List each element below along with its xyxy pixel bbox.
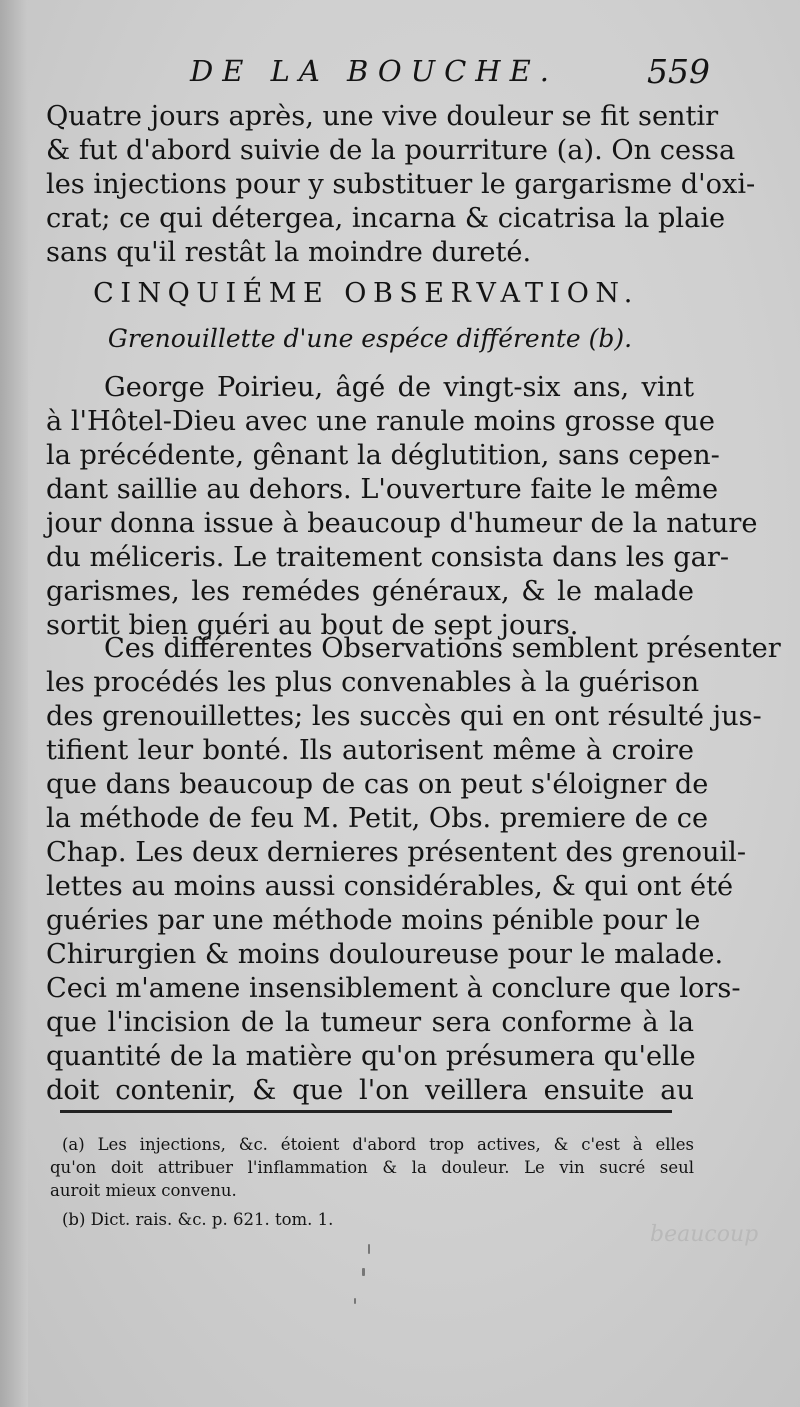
text-line: sortit bien guéri au bout de sept jours.	[46, 610, 579, 641]
text-line: la précédente, gênant la déglutition, sans cepen-	[46, 440, 720, 471]
text-line: les procédés les plus convenables à la guérison	[46, 667, 700, 698]
section-heading: CINQUIÉME OBSERVATION.	[93, 278, 639, 309]
text-line: des grenouillettes; les succès qui en ont résulté jus-	[46, 701, 762, 732]
text-line: dant saillie au dehors. L'ouverture faite le même	[46, 474, 719, 505]
text-line: sans qu'il restât la moindre dureté.	[46, 237, 532, 268]
text-line: les injections pour y substituer le gargarisme d'oxi-	[46, 169, 756, 200]
footnote-b: (b) Dict. rais. &c. p. 621. tom. 1.	[62, 1210, 334, 1229]
text-line: que l'incision de la tumeur sera conforme à la	[46, 1007, 694, 1038]
paragraph-conclusion	[46, 632, 781, 1108]
text-line: Chap. Les deux dernieres présentent des grenouil-	[46, 837, 747, 868]
text-line: que dans beaucoup de cas on peut s'éloigner de	[46, 769, 709, 800]
text-line: Chirurgien & moins douloureuse pour le malade.	[46, 939, 724, 970]
paragraph-observation	[46, 371, 758, 643]
ink-speck	[368, 1244, 370, 1254]
text-line: doit contenir, & que l'on veillera ensuite au	[46, 1075, 694, 1106]
text-line: tifient leur bonté. Ils autorisent même à croire	[46, 735, 694, 766]
text-line: jour donna issue à beaucoup d'humeur de la nature	[46, 508, 758, 539]
text-line: Ces différentes Observations semblent présenter	[104, 633, 781, 664]
footnote-a-line: (a) Les injections, &c. étoient d'abord trop actives, & c'est à elles	[62, 1135, 694, 1154]
text-line: la méthode de feu M. Petit, Obs. premiere de ce	[46, 803, 709, 834]
text-line: Ceci m'amene insensiblement à conclure que lors-	[46, 973, 741, 1004]
footnote-a-line: auroit mieux convenu.	[50, 1181, 237, 1200]
text-line: crat; ce qui détergea, incarna & cicatrisa la plaie	[46, 203, 726, 234]
page-number: 559	[647, 52, 710, 91]
bleed-through-text: beaucoup	[650, 1222, 759, 1247]
page-gutter-shadow	[0, 0, 28, 1407]
ink-speck	[362, 1268, 365, 1276]
text-line: George Poirieu, âgé de vingt-six ans, vint	[104, 372, 694, 403]
text-line: quantité de la matière qu'on présumera qu'elle	[46, 1041, 696, 1072]
text-line: du méliceris. Le traitement consista dans les gar-	[46, 542, 730, 573]
footnote-rule	[60, 1110, 672, 1113]
footnotes	[50, 1133, 694, 1231]
text-line: lettes au moins aussi considérables, & qui ont été	[46, 871, 734, 902]
text-line: guéries par une méthode moins pénible pour le	[46, 905, 701, 936]
text-line: Quatre jours après, une vive douleur se fit sentir	[46, 101, 719, 132]
ink-speck	[354, 1298, 356, 1304]
text-line: à l'Hôtel-Dieu avec une ranule moins grosse que	[46, 406, 716, 437]
text-line: & fut d'abord suivie de la pourriture (a). On cessa	[46, 135, 736, 166]
footnote-a-line: qu'on doit attribuer l'inflammation & la douleur. Le vin sucré seul	[50, 1158, 694, 1177]
page-header	[150, 52, 710, 92]
paragraph-continuation	[46, 100, 756, 270]
section-subheading: Grenouillette d'une espéce différente (b).	[107, 324, 633, 353]
text-line: garismes, les remédes généraux, & le malade	[46, 576, 694, 607]
running-title: DE LA BOUCHE.	[190, 54, 558, 88]
